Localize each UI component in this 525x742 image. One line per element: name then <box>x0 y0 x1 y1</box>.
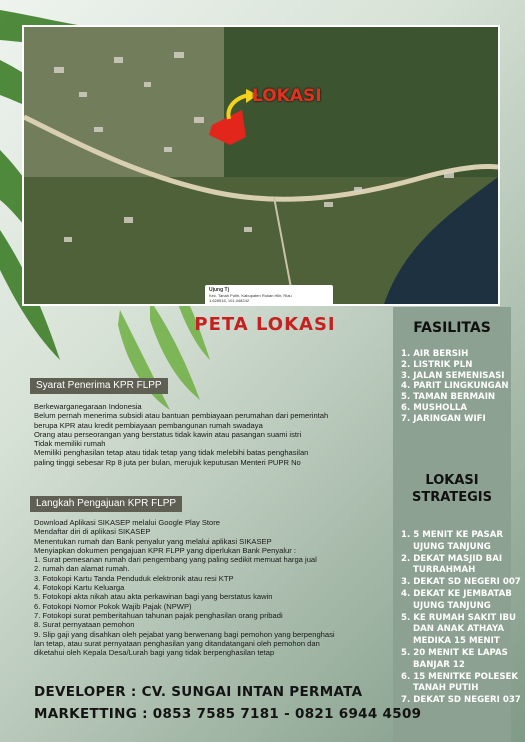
list-item: UJUNG TANJUNG <box>413 600 491 611</box>
langkah-list <box>34 518 335 657</box>
list-item: TURRAHMAH <box>413 565 476 576</box>
map-info-card <box>205 285 333 305</box>
list-item: diketahui oleh Kepala Desa/Lurah bagi yang tidak berpenghasilan tetap <box>34 648 275 658</box>
location-map <box>22 25 500 306</box>
list-item: 4. Fotokopi Kartu Keluarga <box>34 583 125 593</box>
map-marker-label: LOKASI <box>252 86 322 106</box>
list-item: 5. TAMAN BERMAIN <box>401 392 496 403</box>
list-item: 9. Slip gaji yang disahkan oleh pejabat yang berwenang bagi pemohon yang berpenghasi <box>34 629 335 639</box>
list-item: 7. Fotokopi surat pemberitahuan tahunan pajak penghasilan orang pribadi <box>34 610 283 620</box>
list-item: TANAH PUTIH <box>413 683 479 694</box>
list-item: Download Aplikasi SIKASEP melalui Google Play Store <box>34 518 221 527</box>
list-item: lan tetap, atau surat pernyataan penghasilan yang ditandatangani oleh pemohon dan <box>34 638 320 648</box>
list-item: Orang atau perseorangan yang berstatus tidak kawin atau pasangan suami istri <box>34 429 302 439</box>
list-item: Mendaftar diri di aplikasi SIKASEP <box>34 527 151 537</box>
fasilitas-heading: FASILITAS <box>413 320 491 336</box>
list-item: 1. AIR BERSIH <box>401 349 469 359</box>
list-item: 3. Fotokopi Kartu Tanda Penduduk elektronik atau resi KTP <box>34 573 234 583</box>
list-item: 6. Fotokopi Nomor Pokok Wajib Pajak (NPWP) <box>34 601 192 611</box>
list-item: 1. Surat pemesanan rumah dari pengembang yang paling sedikit memuat harga jual <box>34 555 317 565</box>
list-item: UJUNG TANJUNG <box>413 541 491 552</box>
list-item: 2. LISTRIK PLN <box>401 359 473 370</box>
syarat-list <box>34 402 328 467</box>
list-item: paling tinggi sebesar Rp 8 juta per bulan, merujuk keputusan Menteri PUPR No <box>34 457 301 467</box>
page-title: PETA LOKASI <box>194 314 336 335</box>
developer-line: DEVELOPER : CV. SUNGAI INTAN PERMATA <box>34 684 363 700</box>
list-item: berupa KPR atau kredit pembiayaan pembangunan rumah swadaya <box>34 420 263 430</box>
list-item: 5. KE RUMAH SAKIT IBU <box>401 612 517 623</box>
list-item: 6. MUSHOLLA <box>401 402 468 413</box>
list-item: 1. 5 MENIT KE PASAR <box>401 530 504 540</box>
marketing-phone-line: MARKETTING : 0853 7585 7181 - 0821 6944 4509 <box>34 706 422 722</box>
list-item: 4. PARIT LINGKUNGAN <box>401 381 509 392</box>
list-item: Menyiapkan dokumen pengajuan KPR FLPP yang diperlukan Bank Penyalur : <box>34 545 297 555</box>
list-item: 5. Fotokopi akta nikah atau akta perkawinan bagi yang berstatus kawin <box>34 592 273 602</box>
list-item: 4. DEKAT KE JEMBATAB <box>401 588 512 599</box>
info-card-title: Ujung Tj <box>209 287 229 293</box>
list-item: 8. Surat pernyataan pemohon <box>34 620 135 630</box>
fasilitas-list <box>401 349 509 425</box>
strategis-heading-line: STRATEGIS <box>412 490 492 505</box>
list-item: 2. rumah dan alamat rumah. <box>34 564 130 574</box>
list-item: 7. DEKAT SD NEGERI 037 <box>401 695 521 706</box>
list-item: Memiliki penghasilan tetap atau tidak tetap yang tidak melebihi batas penghasilan <box>34 448 309 458</box>
syarat-heading: Syarat Penerima KPR FLPP <box>30 378 168 394</box>
list-item: 2. DEKAT MASJID BAI <box>401 553 503 564</box>
list-item: DAN ANAK ATHAYA <box>413 624 505 635</box>
list-item: MEDIKA 15 MENIT <box>413 636 500 647</box>
strategis-list <box>401 530 521 707</box>
strategis-heading <box>393 472 511 506</box>
list-item: 6. 15 MENITKE POLESEK <box>401 671 519 682</box>
langkah-heading: Langkah Pengajuan KPR FLPP <box>30 496 182 512</box>
list-item: 3. JALAN SEMENISASI <box>401 370 505 381</box>
list-item: 7. JARINGAN WIFI <box>401 413 486 424</box>
info-card-line: Kec. Tanah Putih, Kabupaten Rokan Hilir, Riau <box>209 293 292 298</box>
list-item: Belum pernah menerima subsidi atau bantuan pembiayaan perumahan dari pemerintah <box>34 411 329 421</box>
list-item: Tidak memiliki rumah <box>34 439 106 449</box>
list-item: 5. 20 MENIT KE LAPAS <box>401 647 508 658</box>
info-card-line: 1.628516, 101.048242 <box>209 298 250 303</box>
list-item: Menentukan rumah dan Bank penyalur yang melalui aplikasi SIKASEP <box>34 536 272 546</box>
list-item: Berkewarganegaraan Indonesia <box>34 402 142 411</box>
strategis-heading-line: LOKASI <box>425 473 479 488</box>
list-item: 3. DEKAT SD NEGERI 007 <box>401 577 521 588</box>
list-item: BANJAR 12 <box>413 659 465 670</box>
